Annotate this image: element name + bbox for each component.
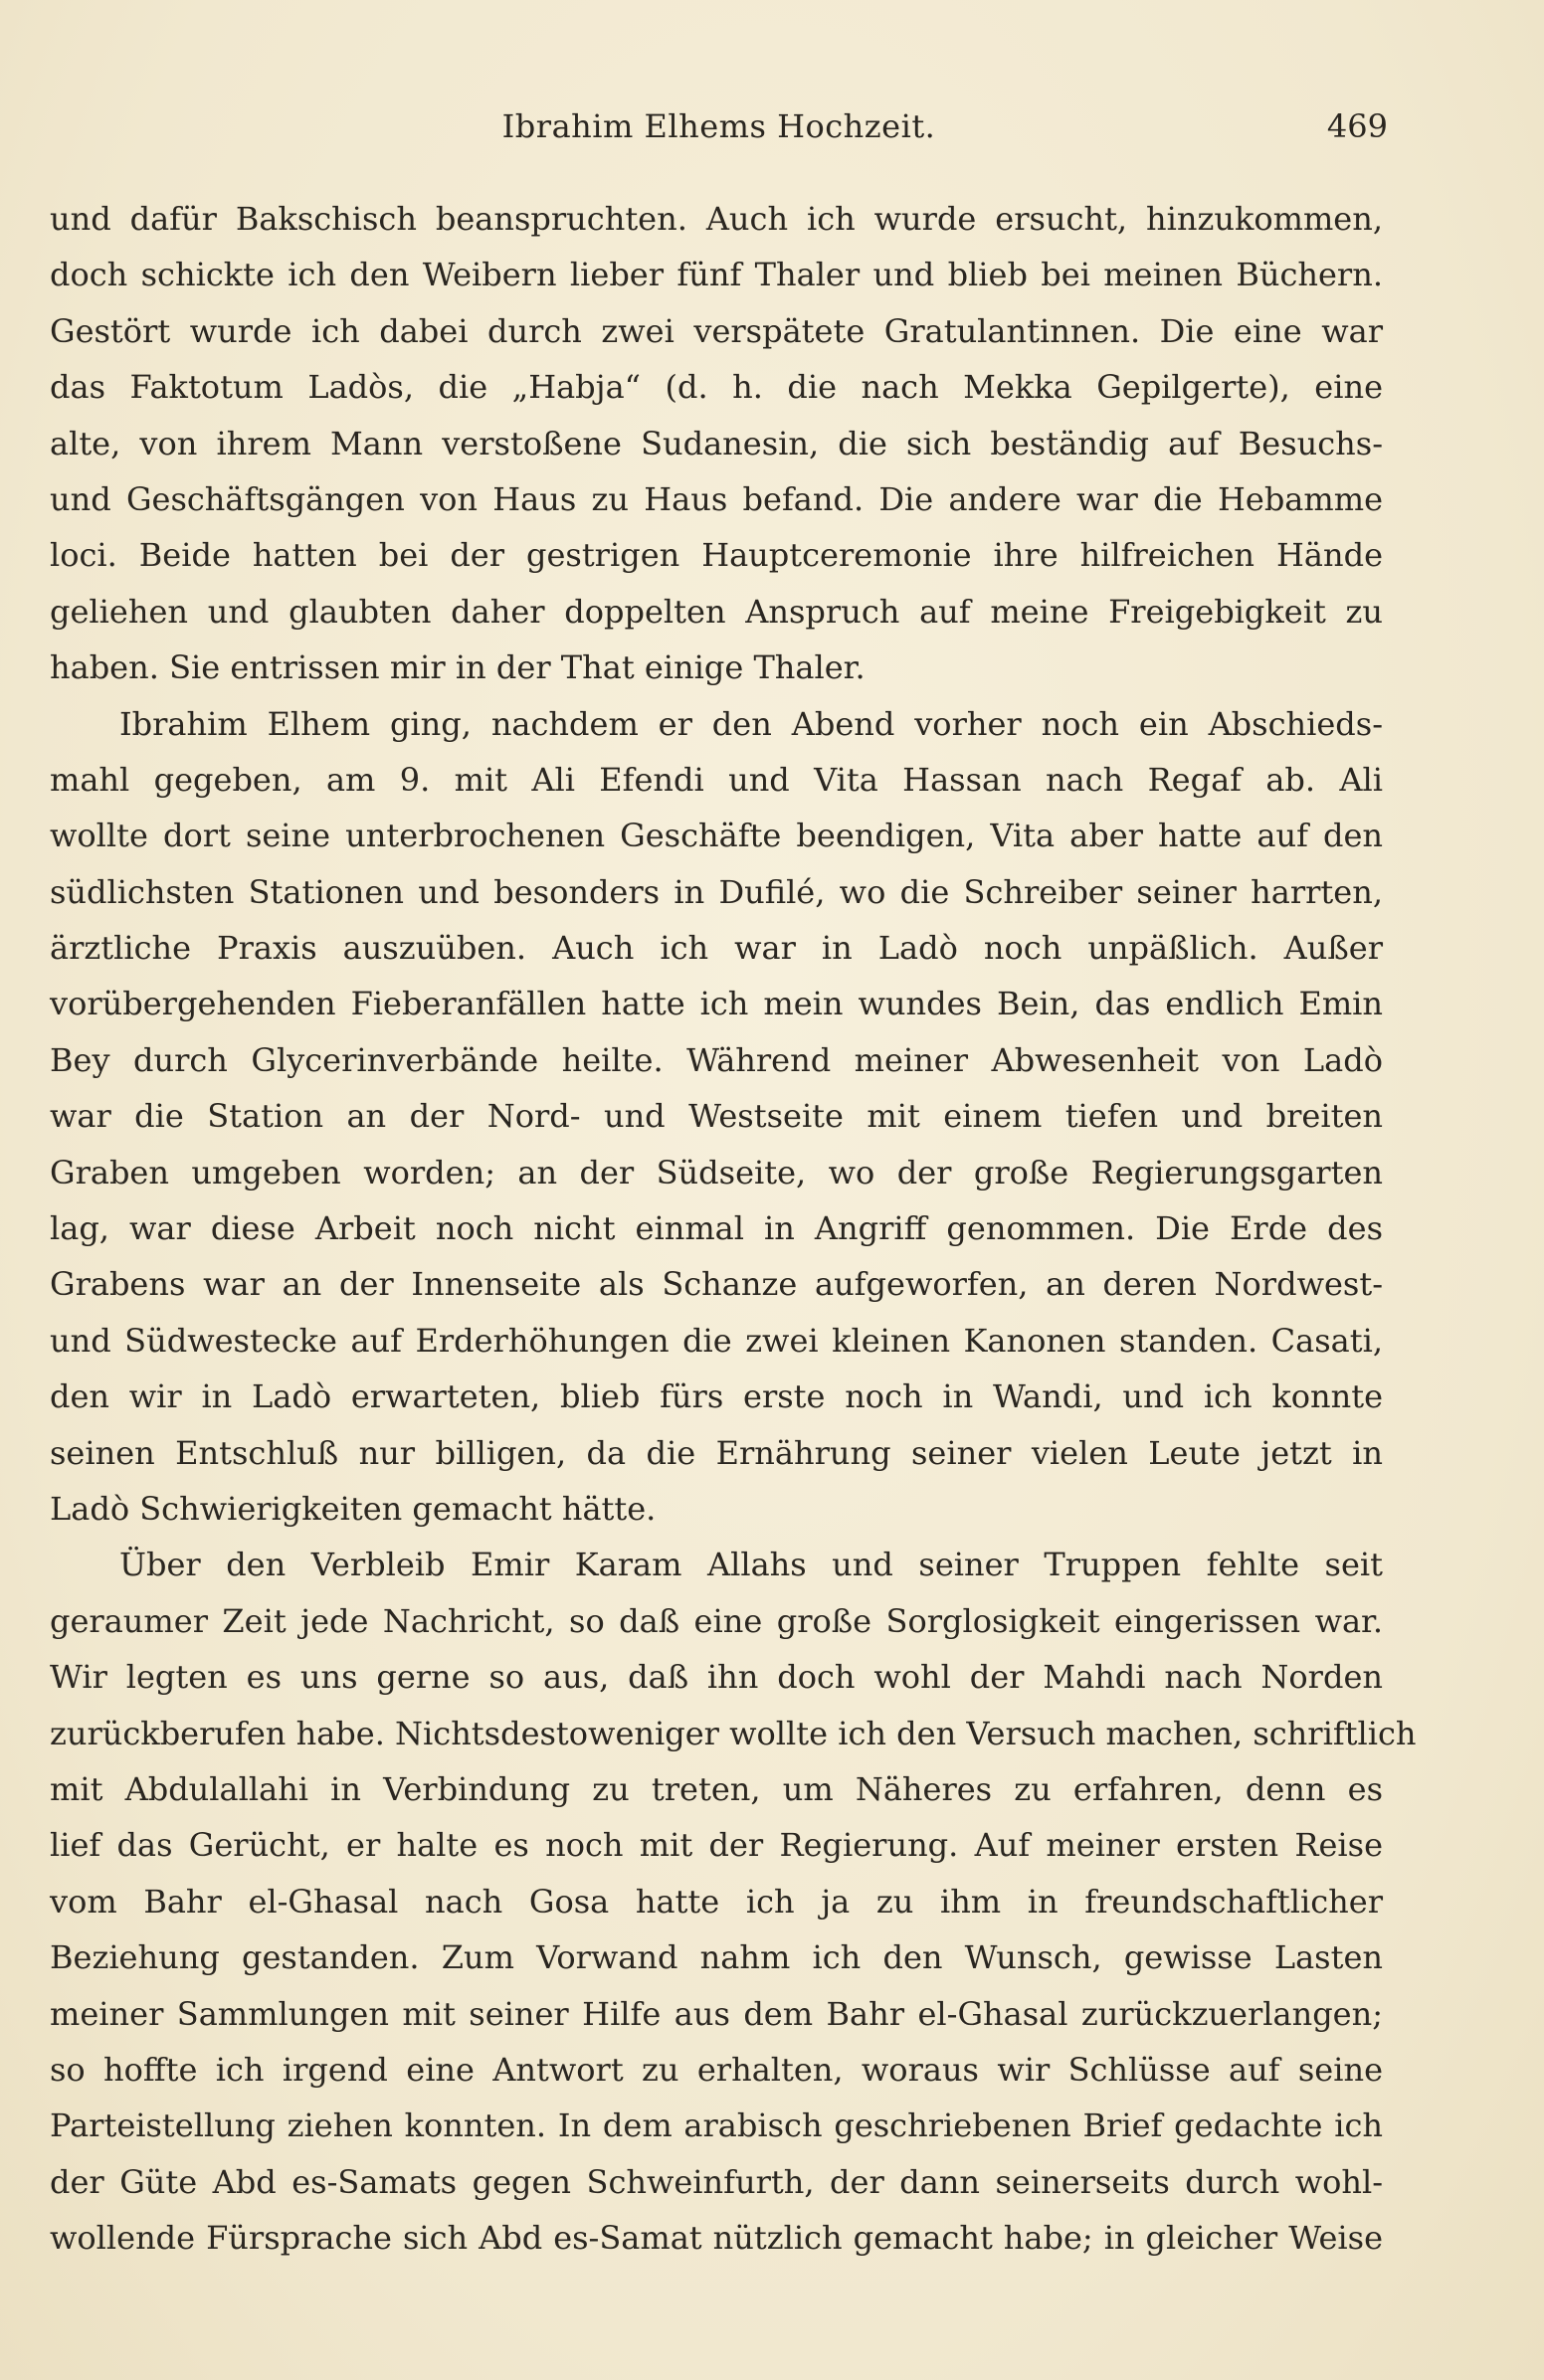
text-line: und Südwestecke auf Erderhöhungen die zwei kleinen Kanonen standen. Casati, — [50, 1321, 1383, 1360]
text-line: Über den Verbleib Emir Karam Allahs und seiner Truppen fehlte seit — [119, 1546, 1383, 1584]
text-line: südlichsten Stationen und besonders in Dufilé, wo die Schreiber seiner harrten, — [50, 872, 1383, 911]
text-line: Grabens war an der Innenseite als Schanze aufgeworfen, an deren Nordwest- — [50, 1265, 1383, 1304]
text-line: wollende Fürsprache sich Abd es-Samat nützlich gemacht habe; in gleicher Weise — [50, 2219, 1383, 2258]
text-line: lag, war diese Arbeit noch nicht einmal in Angriff genommen. Die Erde des — [50, 1209, 1383, 1248]
text-line: Parteistellung ziehen konnten. In dem arabisch geschriebenen Brief gedachte ich — [50, 2106, 1383, 2145]
text-line: mahl gegeben, am 9. mit Ali Efendi und Vita Hassan nach Regaf ab. Ali — [50, 760, 1383, 799]
text-line: Ladò Schwierigkeiten gemacht hätte. — [50, 1489, 657, 1528]
text-line: Wir legten es uns gerne so aus, daß ihn doch wohl der Mahdi nach Norden — [50, 1658, 1383, 1697]
text-line: so hoffte ich irgend eine Antwort zu erhalten, woraus wir Schlüsse auf seine — [50, 2050, 1383, 2089]
text-line: lief das Gerücht, er halte es noch mit der Regierung. Auf meiner ersten Reise — [50, 1826, 1383, 1865]
text-line: mit Abdulallahi in Verbindung zu treten, um Näheres zu erfahren, denn es — [50, 1769, 1383, 1808]
text-line: zurückberufen habe. Nichtsdestoweniger wollte ich den Versuch machen, schriftlich — [50, 1714, 1417, 1752]
text-line: doch schickte ich den Weibern lieber fünf Thaler und blieb bei meinen Büchern. — [50, 256, 1383, 294]
body-text — [50, 191, 1417, 2266]
text-line: Graben umgeben worden; an der Südseite, wo der große Regierungsgarten — [50, 1153, 1383, 1191]
text-line: geraumer Zeit jede Nachricht, so daß eine große Sorglosigkeit eingerissen war. — [50, 1601, 1383, 1640]
text-line: der Güte Abd es-Samats gegen Schweinfurth, der dann seinerseits durch wohl- — [50, 2162, 1383, 2201]
text-line: war die Station an der Nord- und Westseite mit einem tiefen und breiten — [50, 1097, 1383, 1136]
text-line: seinen Entschluß nur billigen, da die Ernährung seiner vielen Leute jetzt in — [50, 1433, 1383, 1472]
text-line: vorübergehenden Fieberanfällen hatte ich mein wundes Bein, das endlich Emin — [50, 985, 1383, 1023]
text-line: geliehen und glaubten daher doppelten Anspruch auf meine Freigebigkeit zu — [50, 592, 1383, 631]
text-line: meiner Sammlungen mit seiner Hilfe aus dem Bahr el-Ghasal zurückzuerlangen; — [50, 1994, 1383, 2033]
text-line: Beziehung gestanden. Zum Vorwand nahm ich den Wunsch, gewisse Lasten — [50, 1938, 1383, 1977]
text-line: Gestört wurde ich dabei durch zwei verspätete Gratulantinnen. Die eine war — [50, 311, 1383, 350]
text-line: vom Bahr el-Ghasal nach Gosa hatte ich ja zu ihm in freundschaftlicher — [50, 1882, 1383, 1921]
text-line: loci. Beide hatten bei der gestrigen Hauptceremonie ihre hilfreichen Hände — [50, 536, 1383, 575]
running-title: Ibrahim Elhems Hochzeit. — [501, 107, 936, 145]
text-line: Bey durch Glycerinverbände heilte. Während meiner Abwesenheit von Ladò — [50, 1040, 1383, 1079]
text-line: den wir in Ladò erwarteten, blieb fürs erste noch in Wandi, und ich konnte — [50, 1377, 1383, 1416]
text-line: ärztliche Praxis auszuüben. Auch ich war in Ladò noch unpäßlich. Außer — [50, 929, 1383, 968]
text-line: und Geschäftsgängen von Haus zu Haus befand. Die andere war die Hebamme — [50, 479, 1383, 518]
text-line: das Faktotum Ladòs, die „Habja“ (d. h. die nach Mekka Gepilgerte), eine — [50, 368, 1383, 407]
text-line: alte, von ihrem Mann verstoßene Sudanesin, die sich beständig auf Besuchs- — [50, 424, 1383, 462]
text-line: wollte dort seine unterbrochenen Geschäfte beendigen, Vita aber hatte auf den — [50, 817, 1383, 855]
text-line: haben. Sie entrissen mir in der That einige Thaler. — [50, 648, 866, 687]
page-header — [50, 107, 1388, 151]
page-number: 469 — [1326, 107, 1388, 145]
text-line: und dafür Bakschisch beanspruchten. Auch ich wurde ersucht, hinzukommen, — [50, 200, 1383, 238]
text-line: Ibrahim Elhem ging, nachdem er den Abend vorher noch ein Abschieds- — [119, 704, 1383, 743]
